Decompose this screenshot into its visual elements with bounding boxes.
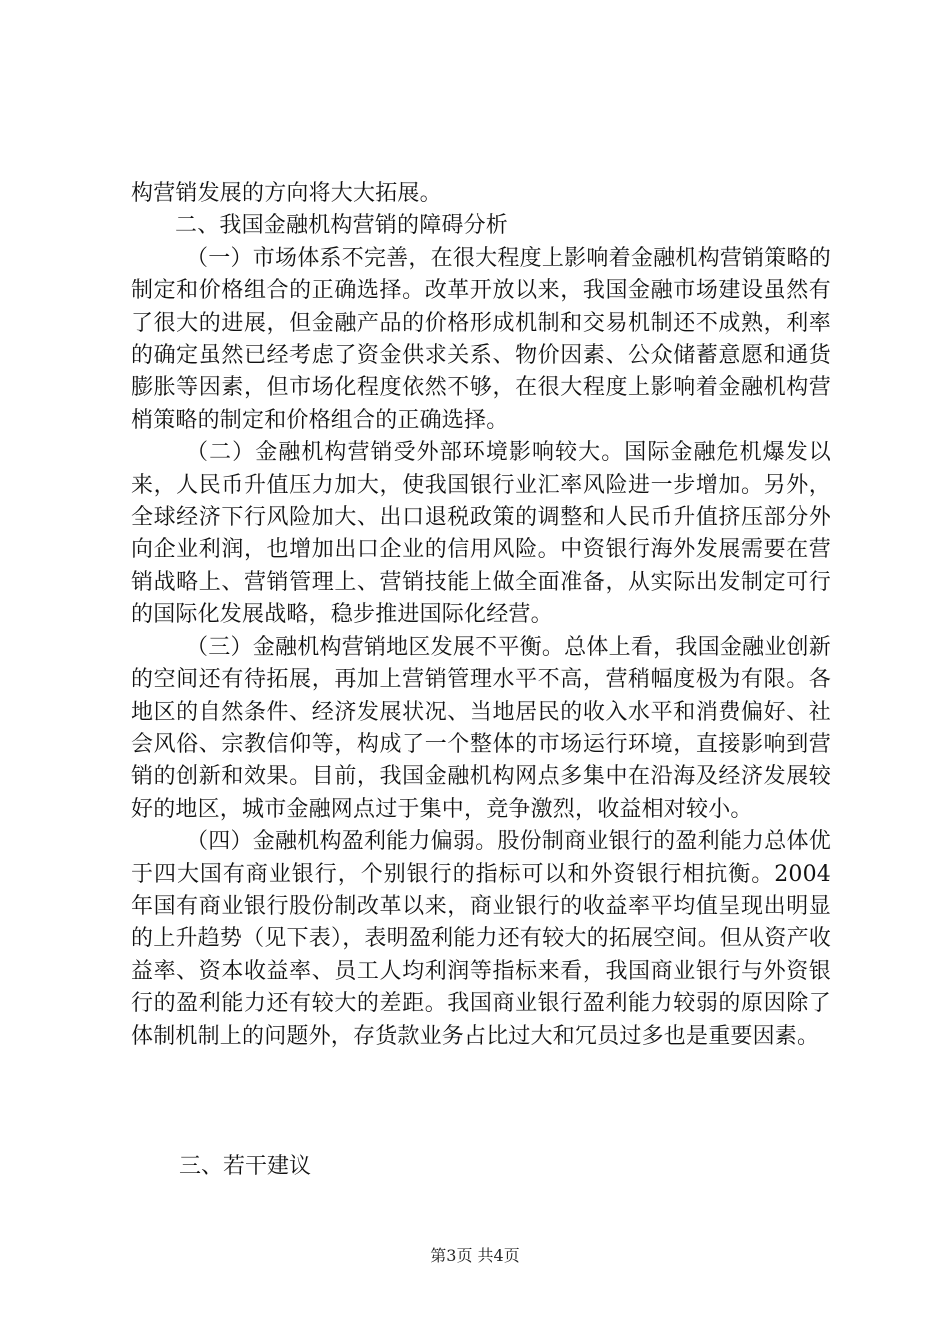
section-heading-2: 二、我国金融机构营销的障碍分析 xyxy=(175,213,509,239)
page-footer: 第3页 共4页 xyxy=(430,1246,520,1265)
paragraph-market-system: （一）市场体系不完善，在很大程度上影响着金融机构营销策略的制定和价格组合的正确选择。改革开放以来，我国金融市场建设虽然有了很大的进展，但金融产品的价格形成机制和交易机制还不成熟，利率的确定虽然已经考虑了资金供求关系、物价因素、公众储蓄意愿和通货膨胀等因素，但市场化程度依然不够，在很大程度上影响着金融机构营梢策略的制定和价格组合的正确选择。 xyxy=(131,245,831,433)
section-heading-3: 三、若干建议 xyxy=(179,1154,312,1179)
paragraph-profitability: （四）金融机构盈利能力偏弱。股份制商业银行的盈利能力总体优于四大国有商业银行，个别银行的指标可以和外资银行相抗衡。2004年国有商业银行股份制改革以来，商业银行的收益率平均值呈现出明显的上升趋势（见下表），表明盈利能力还有较大的拓展空间。但从资产收益率、资本收益率、员工人均利润等指标来看，我国商业银行与外资银行的盈利能力还有较大的差距。我国商业银行盈利能力较弱的原因除了体制机制上的问题外，存货款业务占比过大和冗员过多也是重要因素。 xyxy=(131,829,831,1049)
paragraph-continuation: 构营销发展的方向将大大拓展。 xyxy=(131,181,442,206)
paragraph-external-environment: （二）金融机构营销受外部环境影响较大。国际金融危机爆发以来，人民币升值压力加大，使我国银行业汇率风险进一步增加。另外，全球经济下行风险加大、出口退税政策的调整和人民币升值挤压部分外向企业利润，也增加出口企业的信用风险。中资银行海外发展需要在营销战略上、营销管理上、营销技能上做全面准备，从实际出发制定可行的国际化发展战略，稳步推进国际化经营。 xyxy=(131,440,831,628)
paragraph-regional-imbalance: （三）金融机构营销地区发展不平衡。总体上看，我国金融业创新的空间还有待拓展，再加上营销管理水平不高，营稍幅度极为有限。各地区的自然条件、经济发展状况、当地居民的收入水平和消费偏好、社会风俗、宗教信仰等，构成了一个整体的市场运行环境，直接影响到营销的创新和效果。目前，我国金融机构网点多集中在沿海及经济发展较好的地区，城市金融网点过于集中，竞争激烈，收益相对较小。 xyxy=(131,634,831,822)
body-text xyxy=(131,178,831,1053)
